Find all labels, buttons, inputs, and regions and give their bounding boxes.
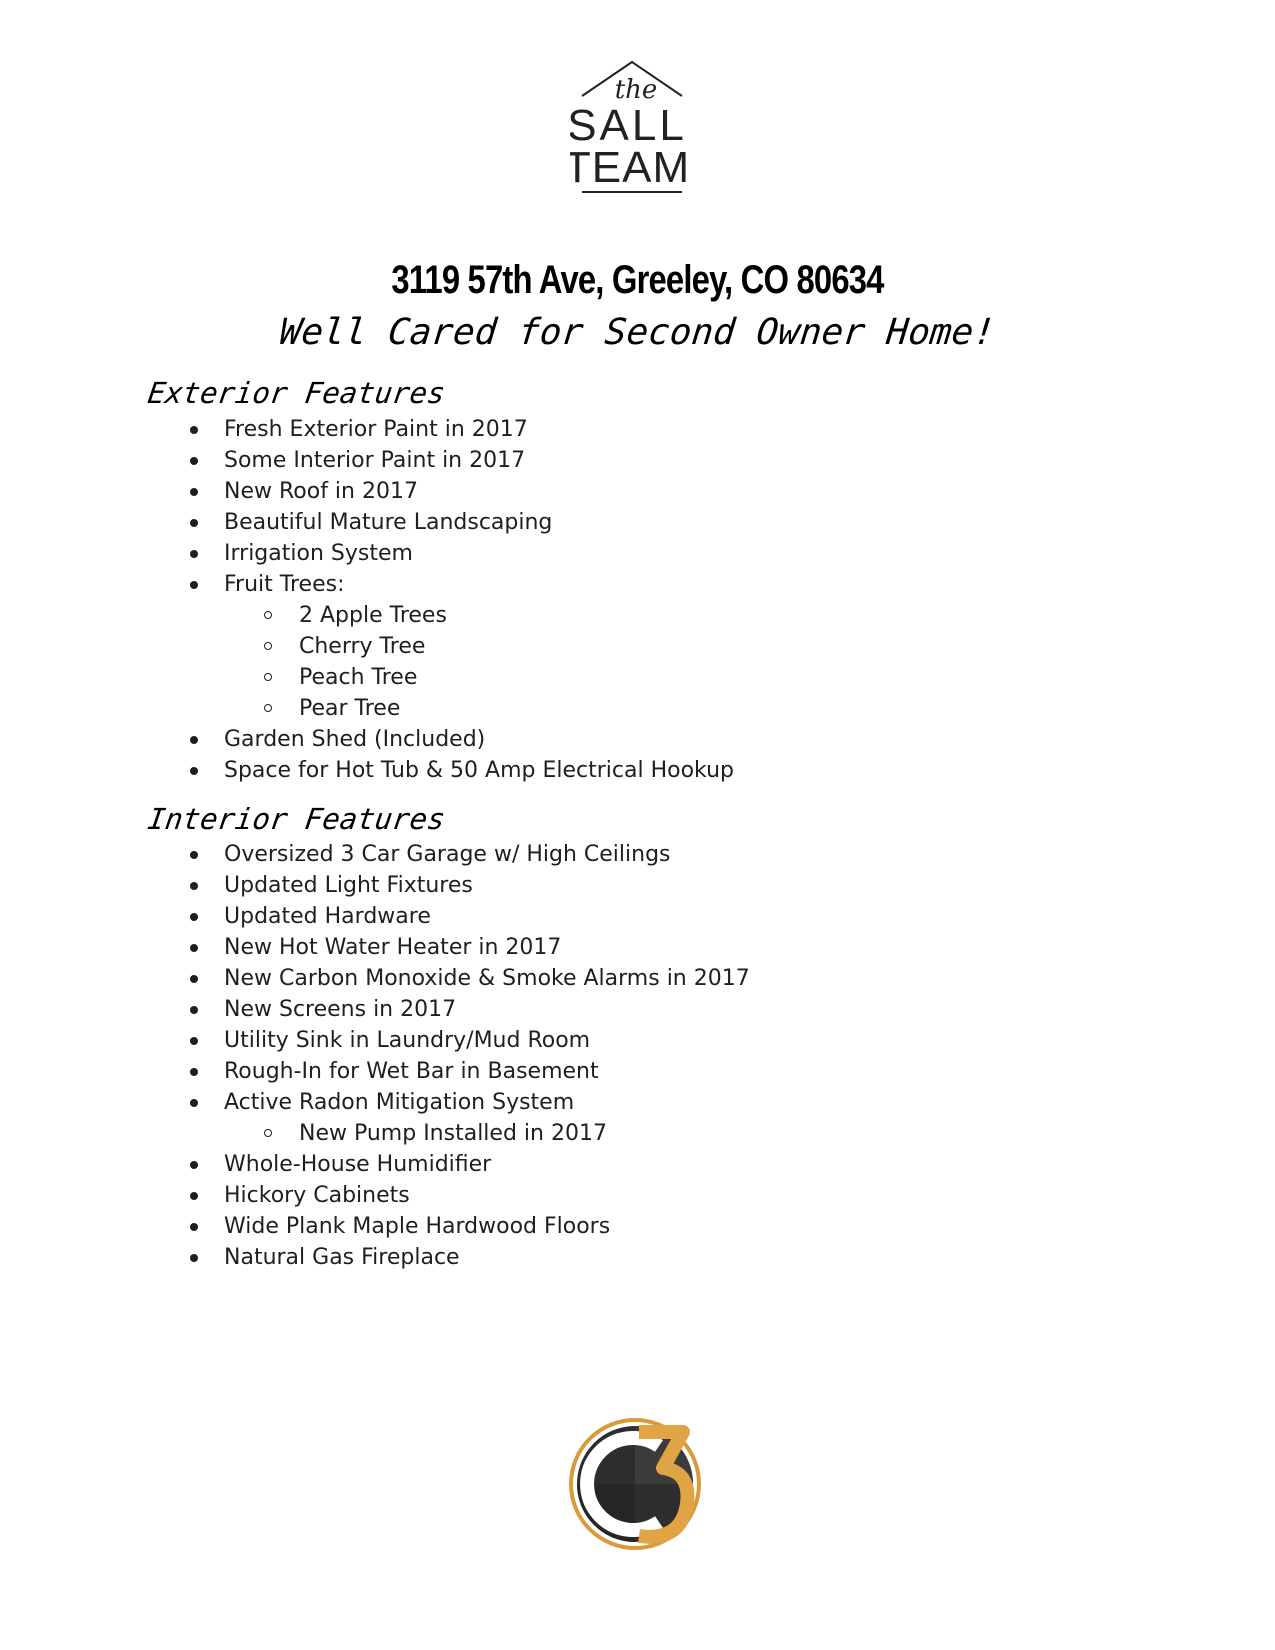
exterior-feature-item-text: Fresh Exterior Paint in 2017 (224, 417, 528, 442)
filled-bullet-icon (190, 767, 198, 775)
filled-bullet-icon (190, 851, 198, 859)
filled-bullet-icon (190, 1161, 198, 1169)
filled-bullet-icon (190, 488, 198, 496)
c3-logo-icon (567, 1412, 707, 1552)
exterior-feature-item-text: New Roof in 2017 (224, 479, 418, 504)
property-tagline: Well Cared for Second Owner Home! (277, 312, 998, 353)
exterior-feature-item (148, 507, 734, 538)
exterior-feature-item (148, 755, 734, 786)
interior-feature-item (148, 1242, 750, 1273)
exterior-feature-item (148, 414, 734, 445)
filled-bullet-icon (190, 913, 198, 921)
interior-feature-item-text: New Screens in 2017 (224, 997, 457, 1022)
exterior-feature-sub-item (148, 631, 734, 662)
interior-features-list (148, 839, 750, 1273)
exterior-feature-item-text: Fruit Trees: (224, 572, 345, 597)
interior-feature-item (148, 963, 750, 994)
filled-bullet-icon (190, 1099, 198, 1107)
filled-bullet-icon (190, 944, 198, 952)
interior-feature-item-text: Natural Gas Fireplace (224, 1245, 460, 1270)
hollow-bullet-icon (264, 642, 272, 650)
exterior-features-title: Exterior Features (145, 376, 448, 410)
exterior-feature-sub-item (148, 693, 734, 724)
interior-feature-item (148, 932, 750, 963)
filled-bullet-icon (190, 581, 198, 589)
filled-bullet-icon (190, 1068, 198, 1076)
exterior-feature-sub-item (148, 662, 734, 693)
exterior-feature-item-text: Garden Shed (Included) (224, 727, 486, 752)
hollow-bullet-icon (264, 673, 272, 681)
exterior-feature-item (148, 724, 734, 755)
property-address: 3119 57th Ave, Greeley, CO 80634 (391, 258, 884, 302)
exterior-feature-item (148, 569, 734, 600)
filled-bullet-icon (190, 1006, 198, 1014)
interior-feature-item-text: Utility Sink in Laundry/Mud Room (224, 1028, 591, 1053)
exterior-feature-item-text: Beautiful Mature Landscaping (224, 510, 553, 535)
interior-feature-item (148, 901, 750, 932)
interior-feature-item-text: Updated Light Fixtures (224, 873, 473, 898)
interior-feature-item (148, 1149, 750, 1180)
filled-bullet-icon (190, 457, 198, 465)
interior-feature-sub-item (148, 1118, 750, 1149)
interior-feature-item (148, 1180, 750, 1211)
exterior-feature-item-text: Irrigation System (224, 541, 413, 566)
filled-bullet-icon (190, 882, 198, 890)
interior-feature-item (148, 870, 750, 901)
interior-feature-item (148, 1087, 750, 1118)
exterior-feature-sub-item (148, 600, 734, 631)
logo-line1: SALL (570, 101, 687, 150)
exterior-feature-item (148, 538, 734, 569)
interior-features-title: Interior Features (145, 802, 448, 836)
interior-feature-item-text: Active Radon Mitigation System (224, 1090, 575, 1115)
filled-bullet-icon (190, 426, 198, 434)
filled-bullet-icon (190, 519, 198, 527)
interior-feature-item-text: Updated Hardware (224, 904, 431, 929)
logo-line2: TEAM (570, 143, 691, 192)
interior-feature-item-text: New Pump Installed in 2017 (299, 1121, 607, 1146)
exterior-feature-item-text: Space for Hot Tub & 50 Amp Electrical Hookup (224, 758, 735, 783)
filled-bullet-icon (190, 736, 198, 744)
hollow-bullet-icon (264, 1129, 272, 1137)
interior-feature-item-text: New Hot Water Heater in 2017 (224, 935, 562, 960)
exterior-feature-item-text: Cherry Tree (299, 634, 426, 659)
interior-feature-item (148, 839, 750, 870)
c3-logo (567, 1412, 707, 1552)
hollow-bullet-icon (264, 611, 272, 619)
interior-feature-item (148, 1025, 750, 1056)
filled-bullet-icon (190, 1254, 198, 1262)
interior-feature-item-text: New Carbon Monoxide & Smoke Alarms in 2017 (224, 966, 750, 991)
interior-feature-item (148, 1056, 750, 1087)
filled-bullet-icon (190, 1223, 198, 1231)
hollow-bullet-icon (264, 704, 272, 712)
interior-feature-item-text: Hickory Cabinets (224, 1183, 410, 1208)
filled-bullet-icon (190, 550, 198, 558)
exterior-features-list (148, 414, 734, 786)
exterior-feature-item (148, 476, 734, 507)
exterior-feature-item-text: 2 Apple Trees (299, 603, 447, 628)
filled-bullet-icon (190, 975, 198, 983)
sall-team-logo (570, 56, 700, 206)
interior-feature-item (148, 994, 750, 1025)
interior-feature-item-text: Rough-In for Wet Bar in Basement (224, 1059, 599, 1084)
filled-bullet-icon (190, 1192, 198, 1200)
exterior-feature-item-text: Peach Tree (299, 665, 418, 690)
interior-feature-item (148, 1211, 750, 1242)
exterior-feature-item-text: Some Interior Paint in 2017 (224, 448, 526, 473)
logo-script-word: the (614, 75, 658, 105)
interior-feature-item-text: Whole-House Humidifier (224, 1152, 492, 1177)
interior-feature-item-text: Wide Plank Maple Hardwood Floors (224, 1214, 611, 1239)
exterior-feature-item (148, 445, 734, 476)
filled-bullet-icon (190, 1037, 198, 1045)
exterior-feature-item-text: Pear Tree (299, 696, 401, 721)
interior-feature-item-text: Oversized 3 Car Garage w/ High Ceilings (224, 842, 671, 867)
house-roof-logo-icon (570, 56, 700, 206)
